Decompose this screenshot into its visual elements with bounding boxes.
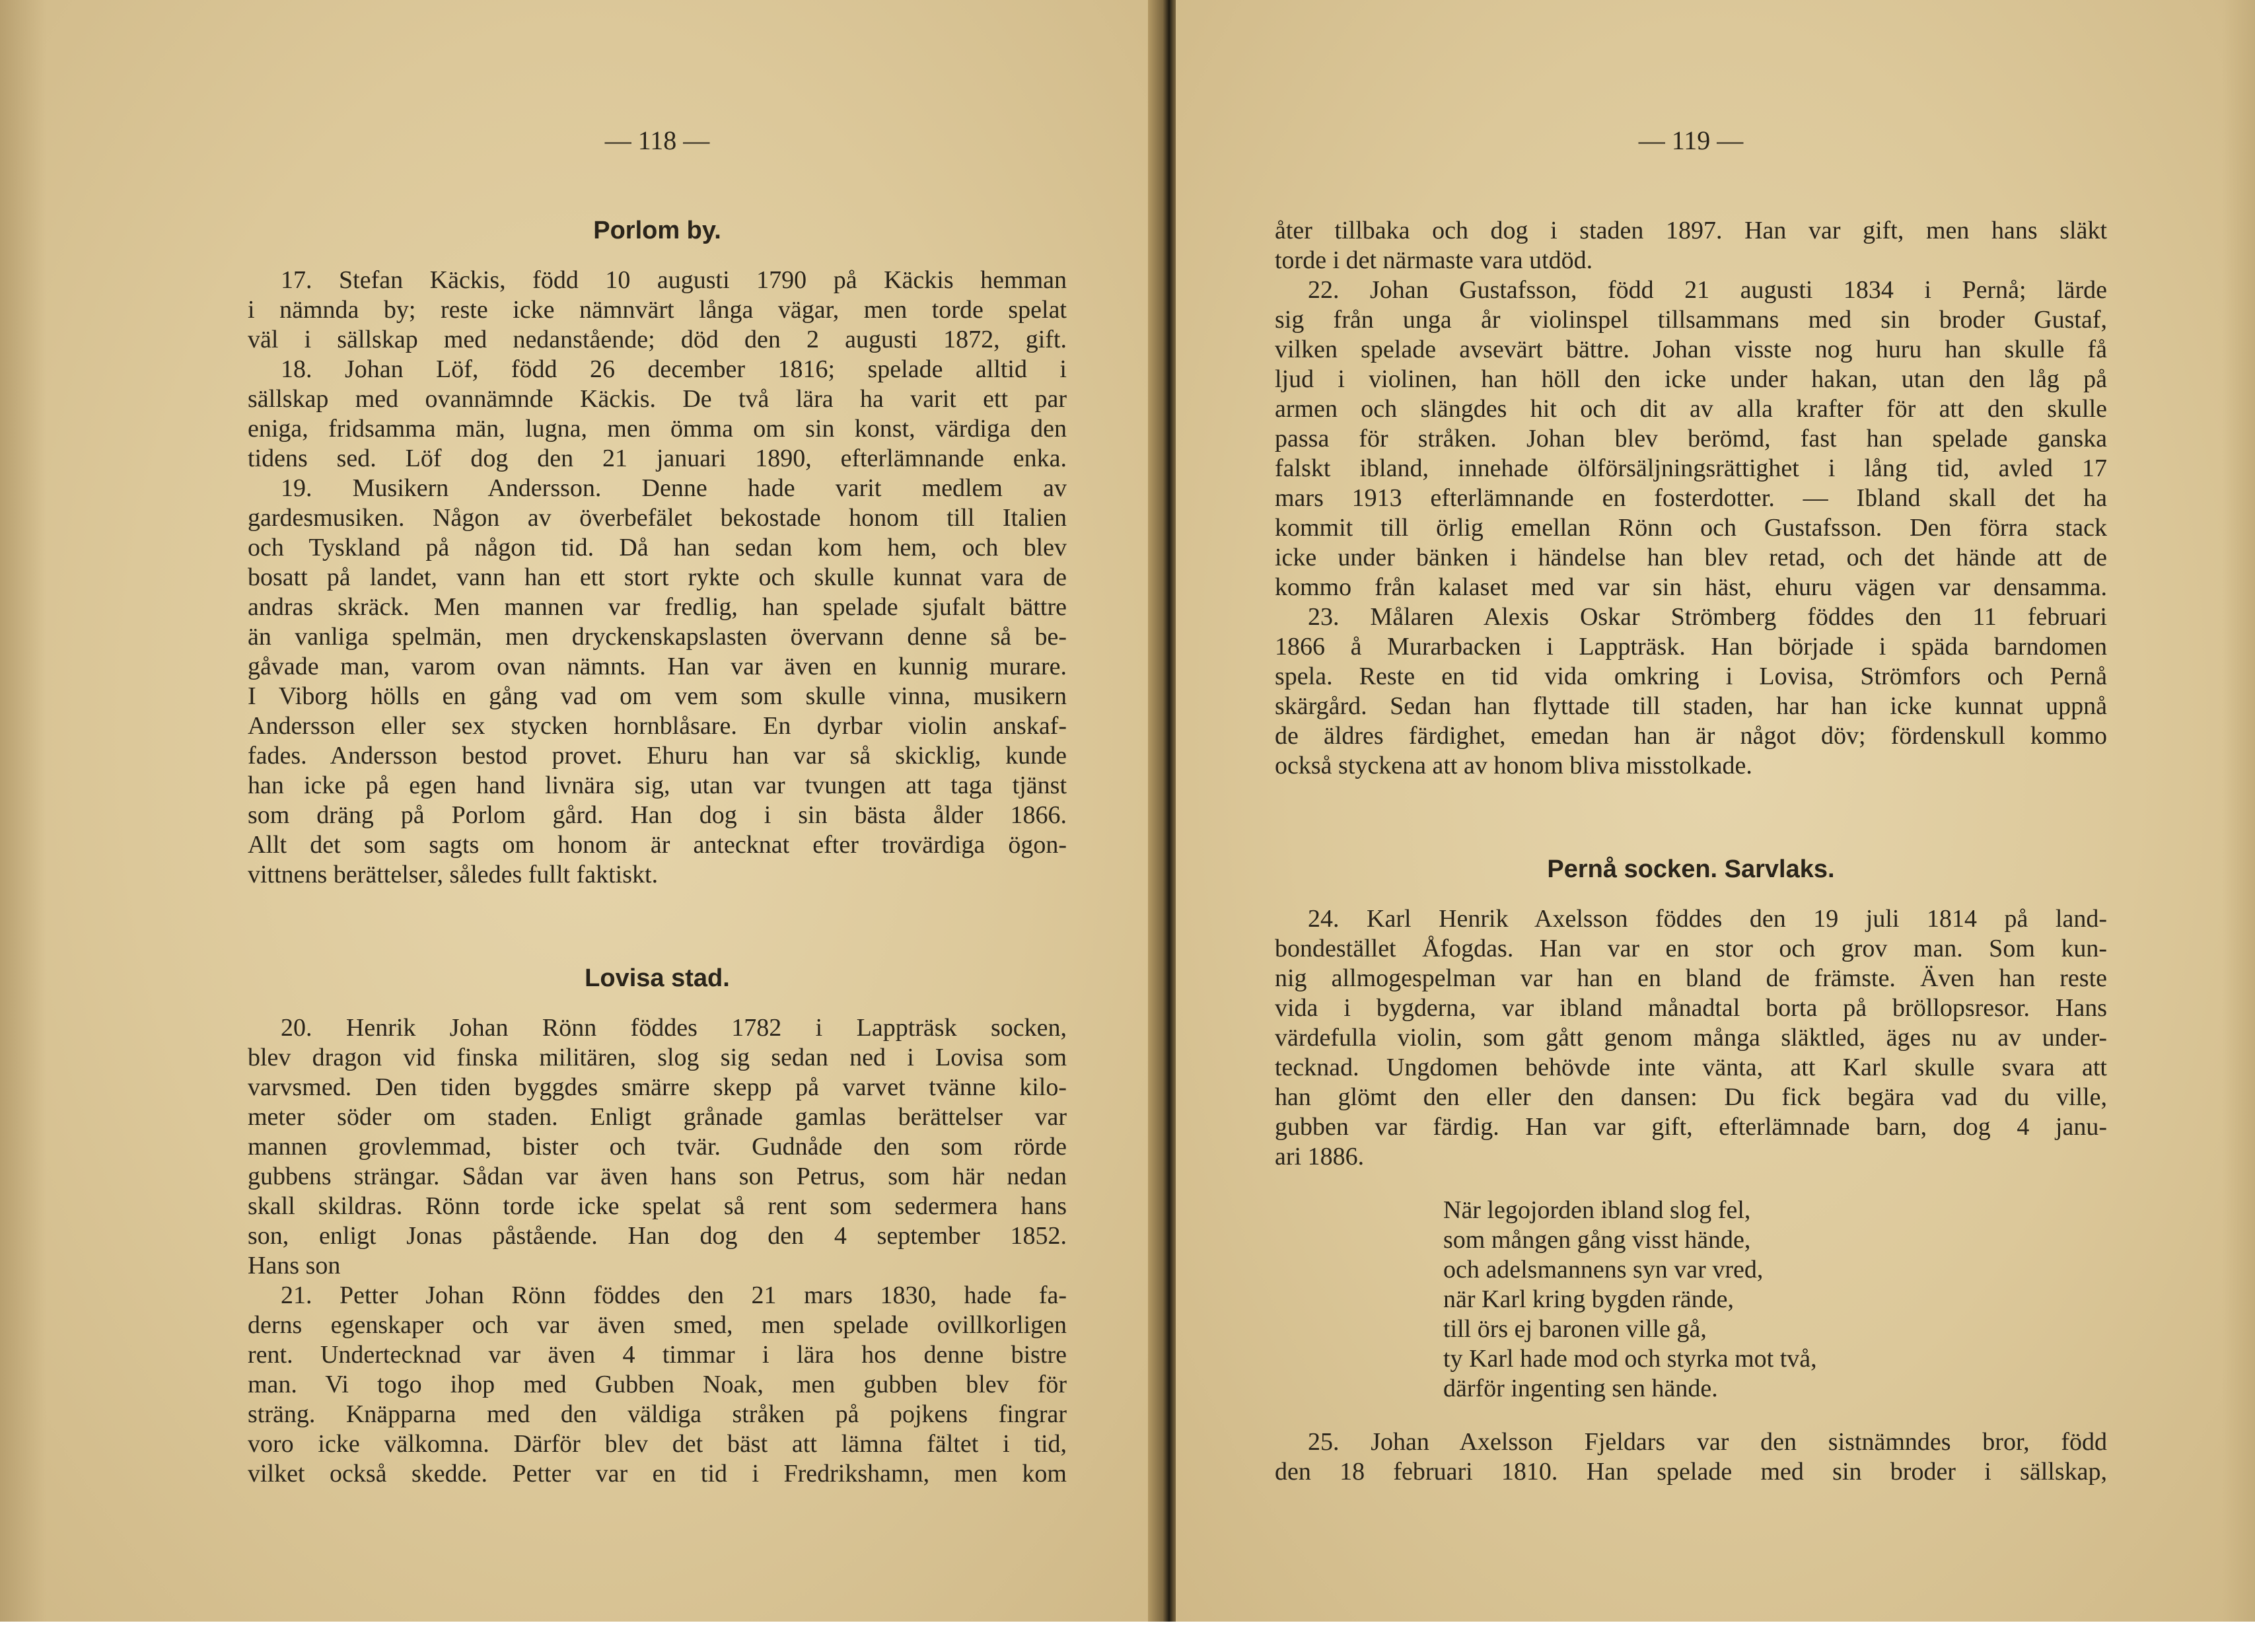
- right-page: [1176, 0, 2255, 1622]
- text-line: gåvade man, varom ovan nämnts. Han var även en kunnig murare.: [248, 653, 1067, 680]
- text-line: 18. Johan Löf, född 26 december 1816; spelade alltid i: [281, 355, 1067, 383]
- scan-bottom-margin: [0, 1622, 2255, 1652]
- text-line: I Viborg hölls en gång vad om vem som skulle vinna, musikern: [248, 682, 1067, 710]
- text-line: 25. Johan Axelsson Fjeldars var den sistnämndes bror, född: [1308, 1428, 2107, 1456]
- poem-line: när Karl kring bygden rände,: [1443, 1285, 1735, 1313]
- text-line: 1866 å Murarbacken i Lappträsk. Han började i späda barndomen: [1275, 633, 2107, 661]
- text-line: skärgård. Sedan han flyttade till staden, har han icke kunnat uppnå: [1275, 692, 2107, 720]
- text-line: fades. Andersson bestod provet. Ehuru han var så skicklig, kunde: [248, 742, 1067, 770]
- text-line: den 18 februari 1810. Han spelade med sin broder i sällskap,: [1275, 1458, 2107, 1486]
- page-number: — 118 —: [604, 126, 710, 155]
- text-line: Allt det som sagts om honom är antecknat efter trovärdiga ögon-: [248, 831, 1067, 859]
- text-line: bondestället Åfogdas. Han var en stor och grov man. Som kun-: [1275, 935, 2107, 962]
- text-line: tecknad. Ungdomen behövde inte vänta, att Karl skulle svara att: [1275, 1054, 2107, 1081]
- text-line: falskt ibland, innehade ölförsäljningsrättighet i lång tid, avled 17: [1275, 454, 2107, 482]
- left-page-text: [248, 126, 1067, 1489]
- text-line: värdefulla violin, som gått genom många släktled, äges nu av under-: [1275, 1024, 2107, 1052]
- text-line: rent. Undertecknad var även 4 timmar i lära hos denne bistre: [248, 1341, 1067, 1369]
- poem-line: därför ingenting sen hände.: [1443, 1375, 1718, 1402]
- section-heading-perna: Pernå socken. Sarvlaks.: [1547, 855, 1835, 883]
- text-line: man. Vi togo ihop med Gubben Noak, men gubben blev för: [248, 1371, 1067, 1398]
- text-line: vilken spelade avsevärt bättre. Johan visste nog huru han skulle få: [1275, 336, 2107, 363]
- text-line: och Tyskland på någon tid. Då han sedan kom hem, och blev: [248, 534, 1067, 561]
- text-line: åter tillbaka och dog i staden 1897. Han var gift, men hans släkt: [1275, 217, 2107, 244]
- text-line: eniga, fridsamma män, lugna, men ömma om sin konst, värdiga den: [248, 415, 1067, 443]
- text-line: voro icke välkomna. Därför blev det bäst att lämna fältet i tid,: [248, 1430, 1067, 1458]
- text-line: sällskap med ovannämnde Käckis. De två lära ha varit ett par: [248, 385, 1067, 413]
- text-line: tidens sed. Löf dog den 21 januari 1890, efterlämnande enka.: [248, 445, 1067, 472]
- text-line: 17. Stefan Käckis, född 10 augusti 1790 på Käckis hemman: [281, 266, 1067, 294]
- poem-line: När legojorden ibland slog fel,: [1443, 1196, 1751, 1224]
- poem-line: till örs ej baronen ville gå,: [1443, 1315, 1707, 1343]
- text-line: 21. Petter Johan Rönn föddes den 21 mars 1830, hade fa-: [281, 1281, 1067, 1309]
- poem: [1443, 1196, 2107, 1404]
- text-line: än vanliga spelmän, men dryckenskapslasten övervann denne så be-: [248, 623, 1067, 651]
- text-line: han glömt den eller den dansen: Du fick begära vad du ville,: [1275, 1083, 2107, 1111]
- poem-line: och adelsmannens syn var vred,: [1443, 1256, 1764, 1283]
- text-line: som dräng på Porlom gård. Han dog i sin bästa ålder 1866.: [248, 801, 1067, 829]
- text-line: son, enligt Jonas påstående. Han dog den 4 september 1852.: [248, 1222, 1067, 1250]
- text-line: mars 1913 efterlämnande en fosterdotter. — Ibland skall det ha: [1275, 484, 2107, 512]
- text-line: passa för stråken. Johan blev berömd, fast han spelade ganska: [1275, 425, 2107, 452]
- text-line: bosatt på landet, vann han ett stort rykte och skulle kunnat vara de: [248, 563, 1067, 591]
- text-line: kommit till örlig emellan Rönn och Gustafsson. Den förra stack: [1275, 514, 2107, 542]
- text-line: kommo från kalaset med var sin häst, ehuru vägen var densamma.: [1275, 573, 2107, 601]
- text-line: i nämnda by; reste icke nämnvärt långa vägar, men torde spelat: [248, 296, 1067, 324]
- text-line: vida i bygderna, var ibland månadtal borta på bröllopsresor. Hans: [1275, 994, 2107, 1022]
- text-line: 19. Musikern Andersson. Denne hade varit medlem av: [281, 474, 1067, 502]
- page-number: — 119 —: [1638, 126, 1744, 155]
- text-line: 23. Målaren Alexis Oskar Strömberg föddes den 11 februari: [1308, 603, 2107, 631]
- text-line: 22. Johan Gustafsson, född 21 augusti 1834 i Pernå; lärde: [1308, 276, 2107, 304]
- text-line: 20. Henrik Johan Rönn föddes 1782 i Lappträsk socken,: [281, 1014, 1067, 1042]
- text-line: ljud i violinen, han höll den icke under hakan, utan den låg på: [1275, 365, 2107, 393]
- text-line: blev dragon vid finska militären, slog sig sedan ned i Lovisa som: [248, 1044, 1067, 1071]
- text-line: torde i det närmaste vara utdöd.: [1275, 246, 1593, 274]
- right-page-text: [1275, 126, 2107, 1487]
- poem-line: som mången gång visst hände,: [1443, 1226, 1751, 1254]
- text-line: vittnens berättelser, således fullt faktiskt.: [248, 861, 659, 888]
- text-line: mannen grovlemmad, bister och tvär. Gudnåde den som rörde: [248, 1133, 1067, 1161]
- text-line: derns egenskaper och var även smed, men spelade ovillkorligen: [248, 1311, 1067, 1339]
- section-heading-lovisa: Lovisa stad.: [585, 964, 730, 992]
- poem-line: ty Karl hade mod och styrka mot två,: [1443, 1345, 1817, 1373]
- text-line: vilket också skedde. Petter var en tid i Fredrikshamn, men kom: [248, 1460, 1067, 1488]
- text-line: gubbens strängar. Sådan var även hans son Petrus, som här nedan: [248, 1163, 1067, 1190]
- text-line: armen och slängdes hit och dit av alla krafter för att den skulle: [1275, 395, 2107, 423]
- text-line: gardesmusiken. Någon av överbefälet bekostade honom till Italien: [248, 504, 1067, 532]
- text-line: skall skildras. Rönn torde icke spelat så rent som sedermera hans: [248, 1192, 1067, 1220]
- text-line: han icke på egen hand livnära sig, utan var tvungen att taga tjänst: [248, 772, 1067, 799]
- text-line: gubben var färdig. Han var gift, efterlämnade barn, dog 4 janu-: [1275, 1113, 2107, 1141]
- text-line: sig från unga år violinspel tillsammans med sin broder Gustaf,: [1275, 306, 2107, 334]
- text-line: nig allmogespelman var han en bland de främste. Även han reste: [1275, 964, 2107, 992]
- text-line: de äldres färdighet, emedan han är något döv; fördenskull kommo: [1275, 722, 2107, 750]
- text-line: 24. Karl Henrik Axelsson föddes den 19 juli 1814 på land-: [1308, 905, 2107, 933]
- text-line: Andersson eller sex stycken hornblåsare. En dyrbar violin anskaf-: [248, 712, 1067, 740]
- text-line: Hans son: [248, 1252, 341, 1279]
- text-line: spela. Reste en tid vida omkring i Lovisa, Strömfors och Pernå: [1275, 663, 2107, 690]
- text-line: ari 1886.: [1275, 1143, 1365, 1170]
- section-heading-porlom: Porlom by.: [593, 217, 721, 244]
- text-line: varvsmed. Den tiden byggdes smärre skepp på varvet tvänne kilo-: [248, 1073, 1067, 1101]
- text-line: sträng. Knäpparna med den väldiga stråken på pojkens fingrar: [248, 1400, 1067, 1428]
- text-line: också styckena att av honom bliva misstolkade.: [1275, 752, 1752, 779]
- text-line: meter söder om staden. Enligt grånade gamlas berättelser var: [248, 1103, 1067, 1131]
- text-line: andras skräck. Men mannen var fredlig, han spelade sjufalt bättre: [248, 593, 1067, 621]
- text-line: väl i sällskap med nedanstående; död den 2 augusti 1872, gift.: [248, 326, 1067, 353]
- text-line: icke under bänken i händelse han blev retad, och det hände att de: [1275, 544, 2107, 571]
